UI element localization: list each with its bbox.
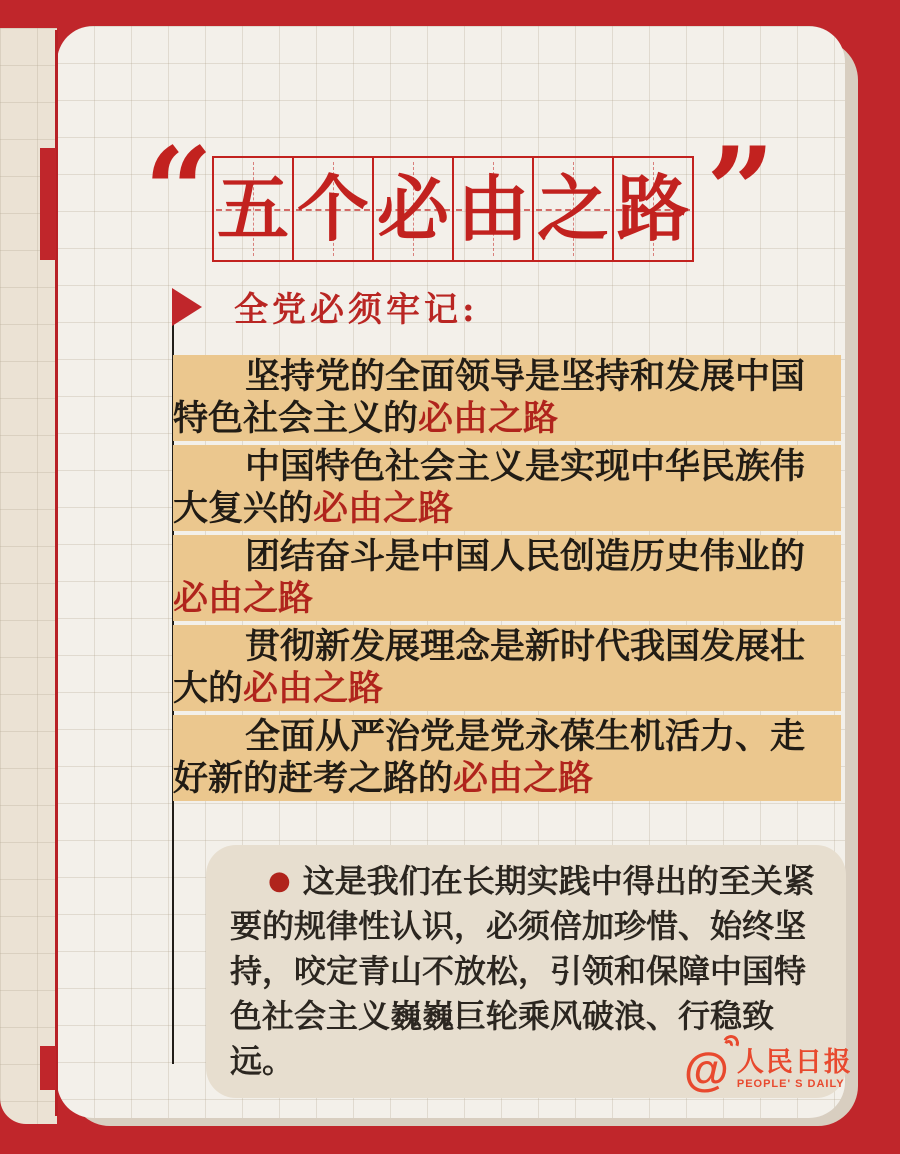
statement-text: 坚持党的全面领导是坚持和发展中国特色社会主义的: [173, 356, 806, 439]
title-char: 由: [456, 166, 529, 251]
title-char-box: [292, 156, 374, 262]
title-char-box: [532, 156, 614, 262]
title-char: 必: [376, 166, 449, 251]
bullet-dot-icon: ●: [268, 866, 291, 896]
close-quote-mark: ”: [706, 121, 776, 262]
open-quote-mark: “: [144, 121, 214, 262]
statement-4: [173, 625, 841, 711]
statement-highlight: 必由之路: [173, 578, 314, 619]
summary-text: 这是我们在长期实践中得出的至关紧要的规律性认识，必须倍加珍惜、始终坚持，咬定青山不放松，引领和保障中国特色社会主义巍巍巨轮乘风破浪、行稳致远。: [230, 862, 815, 1080]
statement-text: 中国特色社会主义是实现中华民族伟大复兴的: [173, 446, 806, 529]
statement-text: 全面从严治党是党永葆生机活力、走好新的赶考之路的: [173, 716, 806, 799]
statement-text: 贯彻新发展理念是新时代我国发展壮大的: [173, 626, 806, 709]
title-char-box: [372, 156, 454, 262]
title-char-box: [212, 156, 294, 262]
statement-2: [173, 445, 841, 531]
logo-name: 人民日报: [736, 1046, 853, 1077]
bookmark-tab-top: [40, 148, 56, 260]
title-char: 个: [296, 166, 369, 251]
title-char-box: [612, 156, 694, 262]
logo-text: [737, 1048, 853, 1090]
title-char: 路: [616, 166, 689, 251]
statement-5: [173, 715, 841, 801]
peoples-daily-logo: [684, 1043, 853, 1095]
title-char-box: [452, 156, 534, 262]
bookmark-tab-bottom: [40, 1046, 56, 1090]
statement-highlight: 必由之路: [453, 758, 594, 799]
triangle-arrow-icon: [172, 288, 202, 326]
statement-highlight: 必由之路: [243, 668, 384, 709]
at-sign-icon: @: [684, 1046, 729, 1092]
statement-highlight: 必由之路: [313, 488, 454, 529]
statement-3: [173, 535, 841, 621]
title-char: 之: [536, 166, 609, 251]
subtitle-text: 全党必须牢记:: [234, 290, 479, 330]
subtitle-row: [172, 282, 479, 331]
statement-text: 团结奋斗是中国人民创造历史伟业的: [245, 536, 806, 577]
title-char: 五: [216, 166, 289, 251]
logo-subname: PEOPLE' S DAILY: [736, 1078, 845, 1091]
statement-highlight: 必由之路: [418, 398, 559, 439]
statement-1: [173, 355, 841, 441]
page-title: [212, 156, 694, 262]
